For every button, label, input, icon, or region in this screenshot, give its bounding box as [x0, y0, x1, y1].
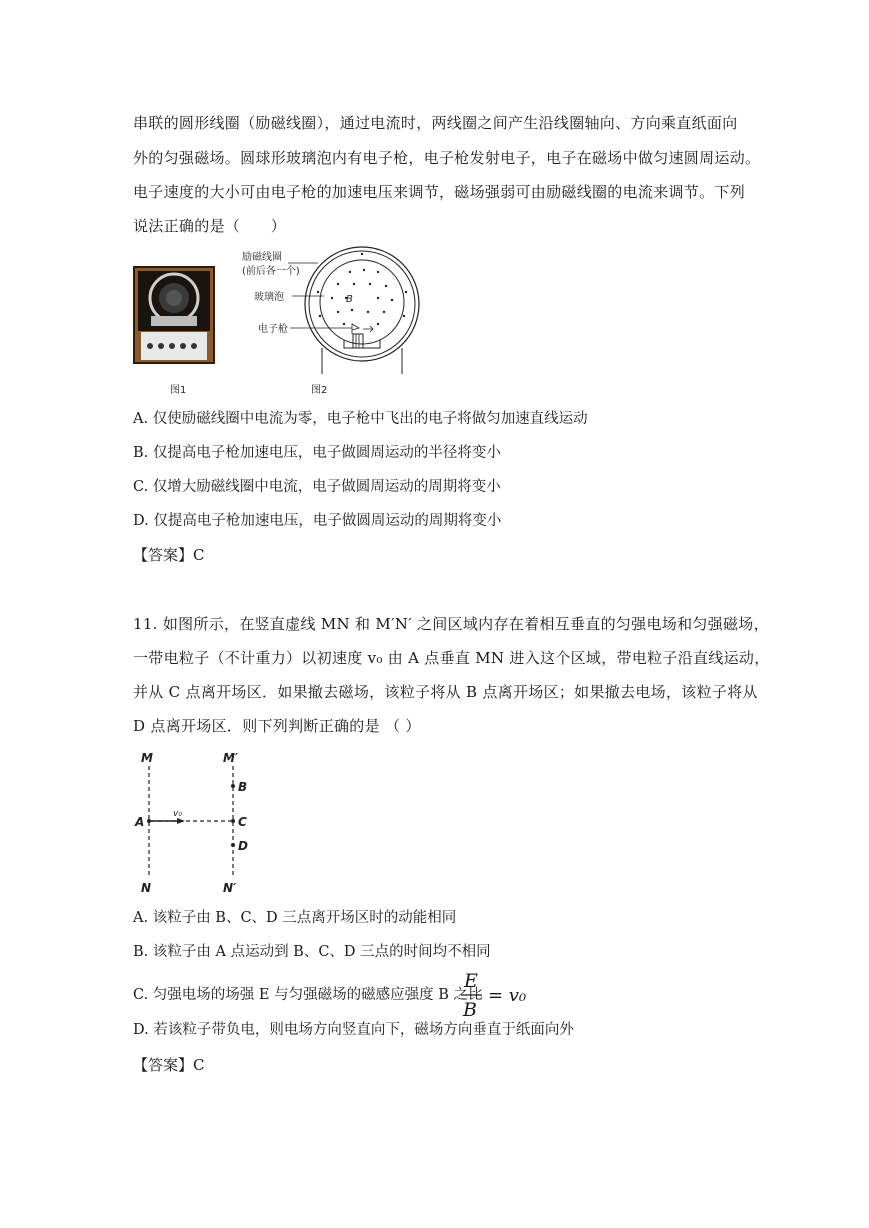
q10-option-b: B. 仅提高电子枪加速电压，电子做圆周运动的半径将变小	[133, 445, 501, 461]
field-region-diagram	[133, 748, 263, 898]
q10-line-3: 电子速度的大小可由电子枪的加速电压来调节，磁场强弱可由励磁线圈的电流来调节。下列	[133, 183, 746, 201]
q10-option-c: C. 仅增大励磁线圈中电流，电子做圆周运动的周期将变小	[133, 479, 501, 495]
q10-option-d: D. 仅提高电子枪加速电压，电子做圆周运动的周期将变小	[133, 513, 502, 529]
apparatus-photo	[133, 266, 215, 364]
q11-line-1: 11. 如图所示，在竖直虚线 MN 和 M′N′ 之间区域内存在着相互垂直的匀强电场和匀强磁场，	[133, 615, 769, 633]
q11-answer: 【答案】C	[133, 1056, 205, 1074]
q11-option-b: B. 该粒子由 A 点运动到 B、C、D 三点的时间均不相同	[133, 944, 491, 960]
label-bulb: 玻璃泡	[254, 292, 284, 303]
label-M: M	[141, 751, 153, 765]
q11-option-c: C. 匀强电场的场强 E 与匀强磁场的磁感应强度 B 之比	[133, 987, 483, 1003]
field-B-label: B	[346, 294, 353, 305]
label-N: N	[141, 881, 152, 895]
formula-numerator: E	[464, 970, 478, 992]
label-B: B	[238, 780, 248, 794]
label-N-prime: N′	[223, 881, 237, 895]
formula-denominator: B	[463, 999, 477, 1021]
q11-line-3: 并从 C 点离开场区．如果撤去磁场，该粒子将从 B 点离开场区；如果撤去电场，该粒子将从	[133, 683, 758, 701]
label-D: D	[238, 839, 248, 853]
q10-line-1: 串联的圆形线圈（励磁线圈），通过电流时，两线圈之间产生沿线圈轴向、方向乘直纸面向	[133, 114, 738, 132]
label-C: C	[238, 815, 247, 829]
label-A: A	[135, 815, 145, 829]
fig2-caption: 图2	[311, 385, 328, 396]
fig1-caption: 图1	[170, 385, 187, 396]
q10-line-2: 外的匀强磁场。圆球形玻璃泡内有电子枪，电子枪发射电子，电子在磁场中做匀速圆周运动。	[133, 149, 761, 167]
q10-option-a: A. 仅使励磁线圈中电流为零，电子枪中飞出的电子将做匀加速直线运动	[133, 411, 588, 427]
q11-option-a: A. 该粒子由 B、C、D 三点离开场区时的动能相同	[133, 910, 457, 926]
label-gun: 电子枪	[258, 324, 288, 335]
label-coil-2: (前后各一个)	[242, 266, 300, 277]
label-coil-1: 励磁线圈	[242, 252, 282, 263]
bulb-schematic	[240, 244, 430, 376]
formula-rhs: = v₀	[488, 985, 527, 1006]
label-v0: v₀	[173, 809, 182, 819]
q10-answer: 【答案】C	[133, 546, 205, 564]
q11-line-2: 一带电粒子（不计重力）以初速度 v₀ 由 A 点垂直 MN 进入这个区域，带电粒子沿直线运动，	[133, 649, 770, 667]
e-over-b-formula	[458, 965, 558, 1023]
q11-line-4: D 点离开场区．则下列判断正确的是 （ ）	[133, 717, 421, 735]
q11-option-d: D. 若该粒子带负电，则电场方向竖直向下，磁场方向垂直于纸面向外	[133, 1022, 574, 1038]
label-M-prime: M′	[223, 751, 239, 765]
q10-line-4: 说法正确的是（ ）	[133, 217, 287, 235]
